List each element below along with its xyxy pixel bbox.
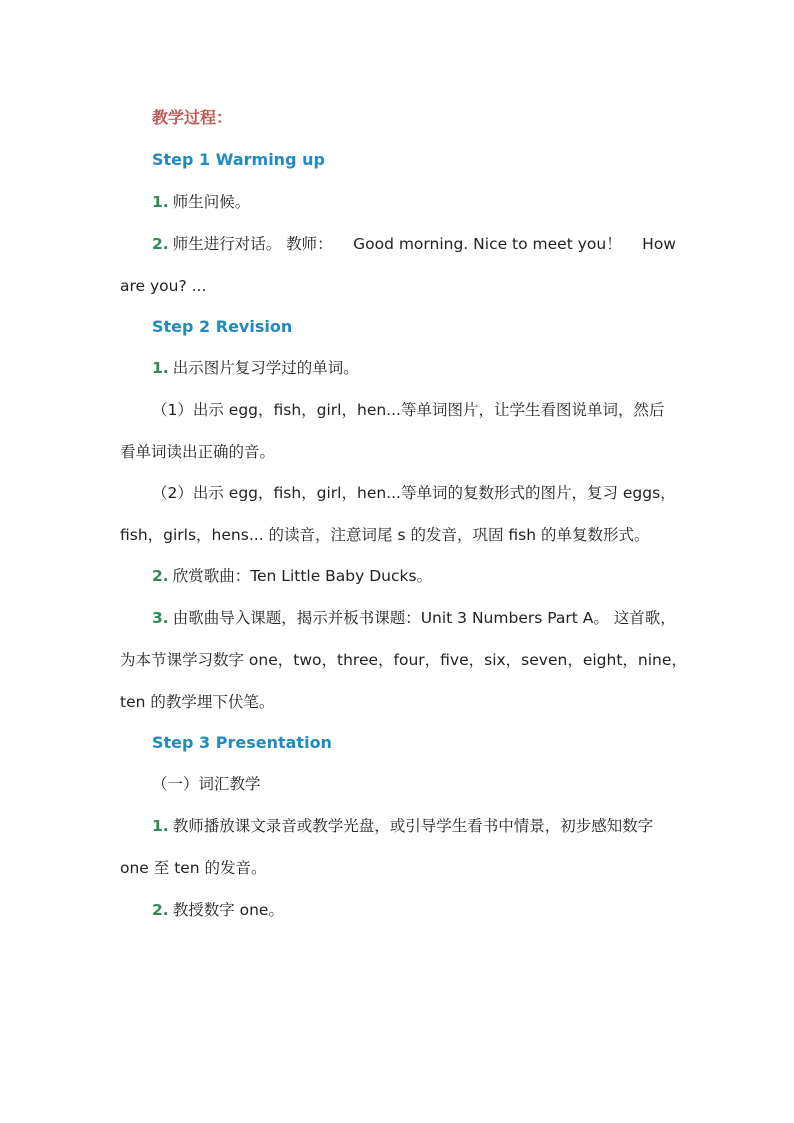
step2-item1	[152, 358, 676, 378]
step2-item3-line3: ten 的教学埋下伏笔。	[120, 693, 275, 711]
step2-item2-number: 2.	[152, 567, 169, 585]
step2-sub2-line2: fish，girls，hens... 的读音，注意词尾 s 的发音，巩固 fish 的单复数形式。	[120, 526, 650, 544]
step1-item2-text-b: Good morning. Nice to meet you！	[353, 235, 622, 253]
step2-item1-number: 1.	[152, 359, 169, 377]
step1-item2-text-c: How	[642, 235, 676, 253]
step2-sub1-line2: 看单词读出正确的音。	[120, 443, 276, 461]
step3-item2-number: 2.	[152, 901, 169, 919]
step1-item1-number: 1.	[152, 193, 169, 211]
step1-item2-line1	[152, 234, 676, 254]
step3-item1-line2: one 至 ten 的发音。	[120, 859, 267, 877]
step1-item2-line2: are you? ...	[120, 277, 207, 295]
step2-item3-text: 由歌曲导入课题，揭示并板书课题：Unit 3 Numbers Part A。 这首歌，	[172, 609, 676, 627]
step1-heading: Step 1 Warming up	[152, 150, 325, 169]
step2-heading: Step 2 Revision	[152, 317, 293, 336]
step1-item1	[152, 192, 676, 212]
step2-item2	[152, 566, 676, 586]
step2-sub2-line1: （2）出示 egg，fish，girl，hen...等单词的复数形式的图片，复习 eggs，	[152, 484, 676, 502]
step1-item2-number: 2.	[152, 235, 169, 253]
step3-section1: （一）词汇教学	[152, 775, 261, 793]
step2-item1-text: 出示图片复习学过的单词。	[172, 359, 359, 377]
step3-item2-text: 教授数字 one。	[172, 901, 284, 919]
step3-item1-number: 1.	[152, 817, 169, 835]
step2-item3-line2: 为本节课学习数字 one，two，three，four，five，six，seven，eight，nine，	[120, 651, 687, 669]
step2-sub1-line1: （1）出示 egg，fish，girl，hen...等单词图片，让学生看图说单词，然后	[152, 401, 665, 419]
step1-item2-text-a: 师生进行对话。 教师：	[172, 235, 333, 253]
step3-heading: Step 3 Presentation	[152, 733, 332, 752]
section-title: 教学过程：	[152, 108, 233, 127]
step3-item2	[152, 900, 676, 920]
step1-item1-text: 师生问候。	[172, 193, 251, 211]
step3-item1-line1	[152, 816, 676, 836]
step2-item3-number: 3.	[152, 609, 169, 627]
step2-item3-line1	[152, 608, 676, 628]
step3-item1-text: 教师播放课文录音或教学光盘，或引导学生看书中情景，初步感知数字	[172, 817, 654, 835]
step2-item2-text: 欣赏歌曲：Ten Little Baby Ducks。	[172, 567, 433, 585]
